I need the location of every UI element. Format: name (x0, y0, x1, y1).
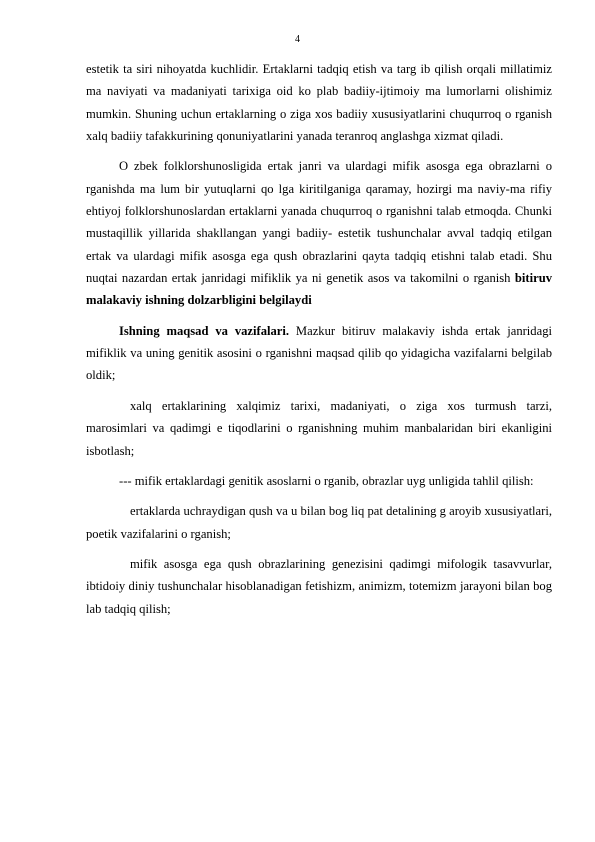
task-item-2: --- mifik ertaklardagi genitik asoslarni o rganib, obrazlar uyg unligida tahlil qilish: (119, 473, 534, 488)
document-body (86, 58, 552, 620)
paragraph-2-text: O zbek folklorshunosligida ertak janri va ulardagi mifik asosga ega obrazlarni o rganishda ma lum bir yutuqlarni qo lga kiritilganiga qaramay, hozirgi ma naviy-ma rifiy ehtiyoj folklorshunoslardan ertaklarni yanada chuqurroq o rganishni talab etmoqda. Chunki mustaqillik yillarida shakllangan yangi badiiy- estetik tushunchalar avval tadqiq etilgan ertak va ulardagi mifik asosga ega qush obrazlarini qayta tadqiq etishni talab etadi. Shu nuqtai nazardan ertak janridagi mifiklik ya ni genetik asos va takomilni o rganish (86, 159, 552, 286)
section-heading-goals: Ishning maqsad va vazifalari. (119, 323, 290, 338)
paragraph-3-text: Mazkur bitiruv malakaviy ishda ertak janridagi mifiklik va uning genitik asosini o rganishni maqsad qilib qo yidagicha vazifalarni belgilab oldik; (86, 323, 552, 383)
task-item-3: ertaklarda uchraydigan qush va u bilan bog liq pat detalining g aroyib xususiyatlari, poetik vazifalarini o rganish; (86, 504, 552, 541)
paragraph-2-bold: bitiruv malakaviy ishning dolzarbligini belgilaydi (86, 271, 552, 308)
paragraph-2 (86, 155, 552, 311)
paragraph-1: estetik ta siri nihoyatda kuchlidir. Ertaklarni tadqiq etish va targ ib qilish orqali millatimiz ma naviyati va madaniyati tarixiga oid ko plab badiiy-ijtimoiy ma lumorlarni olishimiz mumkin. Shuning uchun ertaklarning o ziga xos badiiy xususiyatlarini chuqurroq o rganish xalq badiiy tafakkurining qonuniyatlarini yanada teranroq anglashga xizmat qiladi. (86, 62, 552, 144)
page-number: 4 (295, 34, 300, 45)
paragraph-3 (86, 320, 552, 387)
task-item-1: xalq ertaklarining xalqimiz tarixi, madaniyati, o ziga xos turmush tarzi, marosimlari va qadimgi e tiqodlarini o rganishning muhim manbalaridan biri ekanligini isbotlash; (86, 398, 552, 458)
task-item-4: mifik asosga ega qush obrazlarining genezisini qadimgi mifologik tasavvurlar, ibtidoiy diniy tushunchalar hisoblanadigan fetishizm, animizm, totemizm jarayoni bilan bog lab tadqiq qilish; (86, 556, 552, 616)
